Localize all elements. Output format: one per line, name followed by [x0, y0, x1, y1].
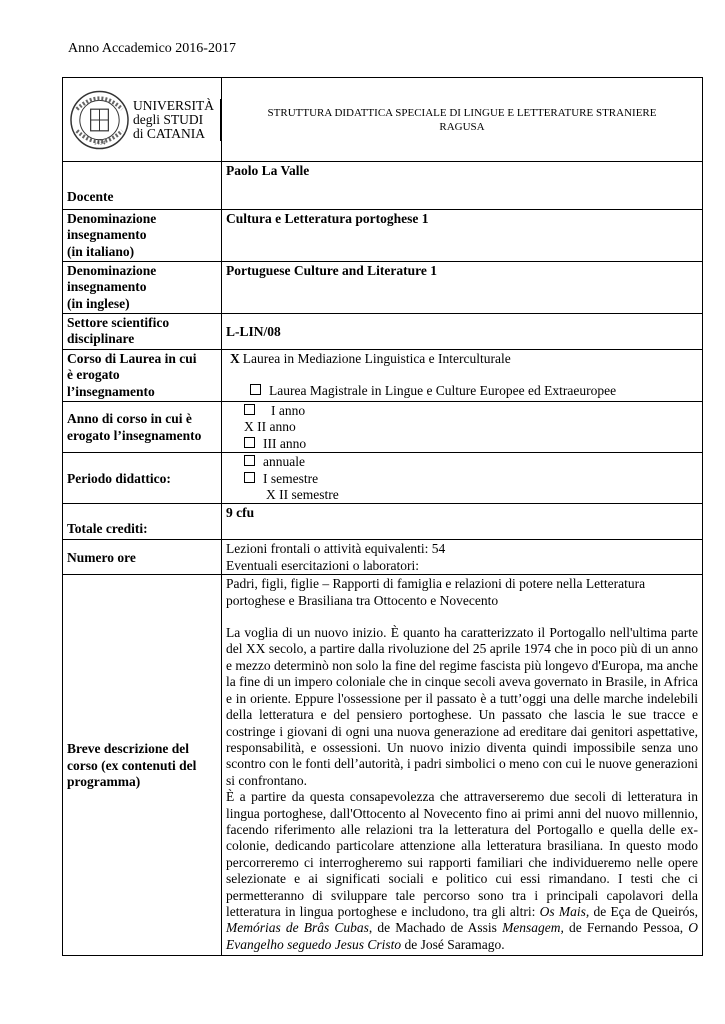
description-paragraph-2: È a partire da questa consapevolezza che attraverseremo due secoli di letteratura in lingua portoghese, dall'Ottocento al Novecento fino ai primi anni del nuovo millennio, facendo riferimento alle relazioni tra la letteratura del Portogallo e quella delle ex-colonie, dedicando particolare attenzione alla letteratura brasiliana. In questo modo percorreremo ci interrogheremo sui rapporti familiari che individueremo nelle opere selezionate e ai significati sociali e politico cui essi rimandano. I testi che ci permetteranno di sviluppare tale percorso sono tra i principali capolavori della letteratura in lingua portoghese e includono, tra gli altri: Os Mais, de Eça de Queirós, Memórias de Brâs Cubas, de Machado de Assis Mensagem, de Fernando Pessoa, O Evangelho seguedo Jesus Cristo de José Saramago.	[226, 789, 698, 952]
label-anno: Anno di corso in cui è erogato l’insegnamento	[63, 402, 222, 453]
corso-option-2: Laurea Magistrale in Lingue e Culture Europee ed Extraeuropee	[226, 383, 698, 399]
periodo-option-1: annuale	[244, 454, 698, 470]
value-corso	[222, 350, 703, 402]
structure-name: STRUTTURA DIDATTICA SPECIALE DI LINGUE E LETTERATURE STRANIERE RAGUSA	[222, 78, 703, 162]
label-ore: Numero ore	[63, 540, 222, 575]
row-docente	[63, 162, 703, 210]
checkbox-icon	[244, 437, 255, 448]
university-name: UNIVERSITÀ degli STUDI di CATANIA	[133, 99, 221, 141]
periodo-option-2: I semestre	[244, 471, 698, 487]
row-periodo	[63, 453, 703, 504]
value-descrizione	[222, 575, 703, 956]
row-settore	[63, 314, 703, 350]
label-denominazione-en: Denominazione insegnamento (in inglese)	[63, 262, 222, 314]
label-docente: Docente	[63, 162, 222, 210]
row-denominazione-en	[63, 262, 703, 314]
checkbox-icon	[244, 455, 255, 466]
value-anno	[222, 402, 703, 453]
value-periodo	[222, 453, 703, 504]
periodo-option-3: X II semestre	[266, 487, 339, 503]
label-settore: Settore scientifico disciplinare	[63, 314, 222, 350]
value-denominazione-it: Cultura e Letteratura portoghese 1	[222, 210, 703, 262]
checkbox-icon	[244, 404, 255, 415]
seal-year: 1434	[93, 140, 106, 147]
course-title: Padri, figli, figlie – Rapporti di famiglia e relazioni di potere nella Letteratura portoghese e Brasiliana tra Ottocento e Novecento	[226, 576, 646, 608]
label-periodo: Periodo didattico:	[63, 453, 222, 504]
course-table	[62, 77, 703, 956]
row-anno	[63, 402, 703, 453]
logo-cell	[63, 78, 222, 162]
row-corso	[63, 350, 703, 402]
checkbox-icon	[250, 384, 261, 395]
row-descrizione	[63, 575, 703, 956]
checkbox-icon	[244, 472, 255, 483]
value-ore: Lezioni frontali o attività equivalenti: 54 Eventuali esercitazioni o laboratori:	[222, 540, 703, 575]
anno-option-3: III anno	[244, 436, 698, 452]
academic-year: Anno Accademico 2016-2017	[68, 41, 236, 56]
value-settore: L-LIN/08	[222, 314, 703, 350]
row-denominazione-it	[63, 210, 703, 262]
row-ore	[63, 540, 703, 575]
label-crediti: Totale crediti:	[63, 504, 222, 540]
row-crediti	[63, 504, 703, 540]
label-descrizione: Breve descrizione del corso (ex contenuti del programma)	[63, 575, 222, 956]
label-denominazione-it: Denominazione insegnamento (in italiano)	[63, 210, 222, 262]
value-docente: Paolo La Valle	[222, 162, 703, 210]
anno-option-1: I anno	[244, 403, 698, 419]
value-denominazione-en: Portuguese Culture and Literature 1	[222, 262, 703, 314]
label-corso: Corso di Laurea in cui è erogato l’insegnamento	[63, 350, 222, 402]
description-paragraph-1: La voglia di un nuovo inizio. È quanto ha caratterizzato il Portogallo nell'ultima parte del XX secolo, a partire dalla rivoluzione del 25 aprile 1974 che in poco più di un anno e mezzo determinò non solo la fine del regime fascista più longevo d'Europa, ma anche la fine di un impero coloniale che in cinque secoli aveva governato in Brasile, in Africa e in oriente. Eppure l'ossessione per il passato è a tutt’oggi una delle marche indelebili della letteratura e del pensiero portoghese. Un passato che lascia le sue tracce e costringe i giovani di ogni una nuova generazione ad ereditare dai genitori aspettative, responsabilità, e ossessioni. Un nuovo inizio diventa quindi impossibile senza uno scontro con le fonti dell’autorità, i padri simbolici o meno con cui le nuove generazioni si confrontano.	[226, 625, 698, 788]
header-row	[63, 78, 703, 162]
value-crediti: 9 cfu	[222, 504, 703, 540]
corso-option-1: X Laurea in Mediazione Linguistica e Interculturale	[230, 351, 511, 366]
university-logo	[69, 80, 221, 160]
university-seal-icon	[69, 89, 130, 151]
anno-option-2: X II anno	[244, 419, 296, 435]
